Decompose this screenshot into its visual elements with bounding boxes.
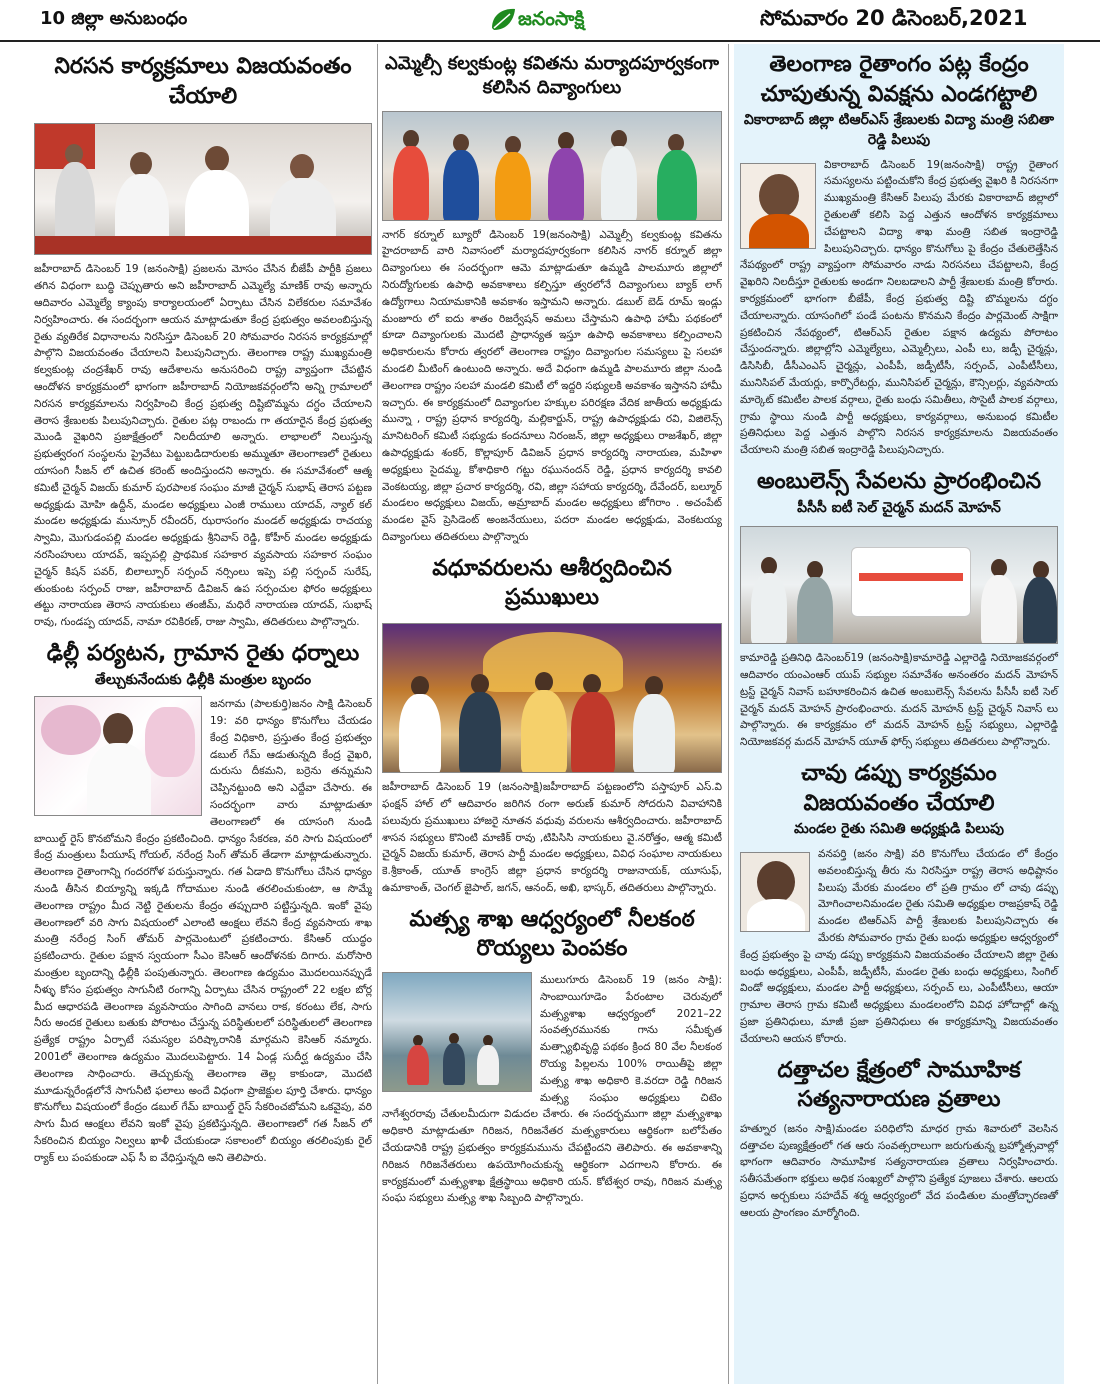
article-5-photo: [382, 972, 532, 1092]
column-left: [34, 44, 372, 1384]
article-6-subhead: వికారాబాద్ జిల్లా టిఆర్ఎస్ శ్రేణులకు విద్యా మంత్రి సబితా రెడ్డి పిలుపు: [743, 112, 1055, 148]
newspaper-logo: [488, 4, 633, 36]
article-7-body: కామారెడ్డి ప్రతినిధి డిసెంబర్19 (జనంసాక్షి)కామారెడ్డి ఎల్లారెడ్డి నియోజకవర్గంలో ఆదివారం యంఎంఆర్ యుప్ సభ్యుల సమావేశం అనంతరం మదన్ మోహన్ ట్రస్ట్ చైర్మన్ నివాస్ బహూకరించిన ఉచిత అంబులెన్స్ సేవలను పీసీసీ ఐటీ సెల్ చైర్మన్ మదన్ మోహన్ ప్రారంభించారు. మదన్ మోహన్ ట్రస్ట్ చైర్మన్ నివాస్ లు పాల్గొన్నారు. ఈ కార్యక్రమం లో మదన్ మోహన్ ట్రస్ట్ సభ్యులు, ఎల్లారెడ్డి నియోజకవర్గ మదన్ మోహన్ యూత్ ఫోర్స్ సభ్యులు తదితరులు పాల్గొన్నారు.: [740, 652, 1058, 749]
logo-text: జనంసాక్షి: [518, 8, 585, 30]
article-1-body: జహీరాబాద్ డిసెంబర్ 19 (జనంసాక్షి) ప్రజలను మోసం చేసిన బీజేపీ పార్టీకి ప్రజలు తగిన విధంగా బుద్ధి చెప్పుతారు అని జహీరాబాద్ ఎమ్మెల్యే మాణిక్ రావు అన్నారు ఆదివారం ఎమ్మెల్యే క్యాంపు కార్యాలయంలో ఏర్పాటు చేసిన విలేకరుల సమావేశం నిర్వహించారు. ఈ సందర్భంగా ఆయన మాట్లాడుతూ కేంద్ర ప్రభుత్వం అవలంబిస్తున్న రైతు వ్యతిరేక విధానాలను నిరసిస్తూ డిసెంబర్ 20 సోమవారం నిరసన కార్యక్రమాల్లో పాల్గొని విజయవంతం చేయాలని పిలుపునిచ్చారు. తెలంగాణ రాష్ట్ర ముఖ్యమంత్రి కల్వకుంట్ల చంద్రశేఖర్ రావు ఆదేశాలను అనుసరించి రాష్ట్ర వ్యాప్తంగా చేపట్టిన ఆందోళన కార్యక్రమంలో భాగంగా జహీరాబాద్ నియోజకవర్గంలోని అన్ని గ్రామాలలో నిరసన కార్యక్రమాలను నిర్వహించి కేంద్ర ప్రభుత్వ దిష్టిబొమ్మను దగ్ధం చేయాలని తెరాస శ్రేణులకు పిలుపునిచ్చారు. రైతుల పట్ల రాబందు గా తయారైన కేంద్ర ప్రభుత్వ మొండి వైఖరిని ప్రజాక్షేత్రంలో నిలదీయాలి అన్నారు. లాభాలలో నిలుస్తున్న ప్రభుత్వరంగ సంస్థలను ప్రైవేటు పెట్టుబడిదారులకు అమ్ముతూ తెలంగాణలో రైతులు యాసంగి సీజన్ లో ఉచిత కరెంట్ అందిస్తుందని అన్నారు. ఈ సమావేశంలో ఆత్మ కమిటీ చైర్మన్ విజయ్ కుమార్ పురపాలక సంఘం మాజీ చైర్మన్ సుభాష్ తెరాస పట్టణ అధ్యక్షుడు మోహి ఉద్దీన్, మండల అధ్యక్షులు ఎంజీ రాములు యాదవ్, న్యాల్ కల్ మండల అధ్యక్షుడు మున్సూర్ రవీందర్, ఝరాసంగం మండల్ అధ్యక్షుడు రాచయ్య స్వామి, మొగుడంపల్లి మండల అధ్యక్షుడు శ్రీనివాస్ రెడ్డి, కోహీర్ మండల అధ్యక్షుడు నరసింహులు యాదవ్, ఇప్పపల్లి ప్రాథమిక సహకార వ్యవసాయ సహకార సంఘం చైర్మన్ కిషన్ పవర్, బిలాల్పూర్ సర్పంచ్ నర్సింలు ఇప్పె పల్లి సర్పంచ్ సురేష్, తుంకుంట సర్పంచ్ రాజు, జహీరాబాద్ డివిజన్ ఉప సర్పంచుల ఫోరం అధ్యక్షులు తట్టు నారాయణ తెరాస నాయకులు తంజీమ్, మధిరే నారాయణ యాదవ్, సుభాష్ రావు, గుండప్ప యాదవ్, నామా రవికిరణ్, రాజు స్వామి, తదితరులు పాల్గొన్నారు.: [34, 263, 372, 629]
issue-date: సోమవారం 20 డిసెంబర్,2021: [760, 6, 1028, 30]
article-2-headline: ఢిల్లీ పర్యటన, గ్రామాన రైతు ధర్నాలు: [46, 640, 360, 666]
page-section-label: 10 జిల్లా అనుబంధం: [40, 8, 188, 29]
column-right: [734, 44, 1064, 1384]
article-6-headline: తెలంగాణ రైతాంగం పట్ల కేంద్రం చూపుతున్న వివక్షను ఎండగట్టాలి: [760, 52, 1038, 107]
article-5-headline: మత్స్య శాఖ ఆధ్వర్యంలో నీలకంఠ రొయ్యలు పెంపకం: [409, 906, 695, 962]
article-8-photo: [740, 852, 810, 932]
logo-leaf-icon: [488, 6, 518, 34]
article-8-body: వనపర్తి (జనం సాక్షి) వరి కొనుగోలు చేయడం లో కేంద్రం అవలంబిస్తున్న తీరు ను నిరసిస్తూ రాష్ట్ర తెరాస అధిష్టానం పిలుపు మేరకు మండలం లో ప్రతి గ్రామం లో చావు డప్పు మోగించాలనిమండల రైతు సమితి అధ్యక్షుల రాజప్రకాష్ రెడ్డి మండల టిఆర్ఎస్ పార్టీ శ్రేణులకు పిలుపునిచ్చారు ఈ మేరకు సోమవారం గ్రామ రైతు బంధు అధ్యక్షుల ఆధ్వర్యంలో కేంద్ర ప్రభుత్వం పై చావు డప్పు కార్యక్రమని విజయవంతం చేయాలని జిల్లా రైతు బంధు అధ్యక్షులు, ఎంపీపీ, జడ్పీటీసీ, మండల రైతు బంధు అధ్యక్షులు, సింగిల్ విండో అధ్యక్షులు, మండల పార్టీ అధ్యక్షులు, సర్పంచ్ లు, ఎంపీటీసీలు, ఆయా గ్రామాల తెరాస గ్రామ కమిటీ అధ్యక్షులు మండలంలోని వివిధ హోదాల్లో ఉన్న ప్రజా ప్రతినిధులు, మాజీ ప్రజా ప్రతినిధులు ఈ కార్యక్రమాన్ని విజయవంతం చేయాలని ఆయన కోరారు.: [740, 847, 1058, 1045]
article-2-subhead: తేల్చుకునేందుకు ఢిల్లీకి మంత్రుల బృందం: [94, 671, 312, 688]
article-7-subhead: పీసీసీ ఐటీ సెల్ చైర్మన్ మదన్ మోహన్: [797, 499, 1001, 516]
article-9-body: హత్నూర (జనం సాక్షి)మండల పరిధిలోని మాధర గ్రామ శివారులో వెలసిన దత్తాచల పుణ్యక్షేత్రంలో గత ఆరు సంవత్సరాలుగా జరుగుతున్న బ్రహ్మోత్సవాల్లో భాగంగా ఆదివారం సామూహిక సత్యనారాయణ వ్రతాలు నిర్వహించారు. సతీసమేతంగా భక్తులు అధిక సంఖ్యలో పాల్గొని ప్రత్యేక పూజలు చేశారు. ఆలయ ప్రధాన అర్చకులు సహదేవ్ శర్మ ఆధ్వర్యంలో వేద పండితుల మంత్రోచ్ఛారణతో ఆలయ ప్రాంగణం మార్మోగింది.: [740, 1122, 1058, 1219]
column-divider: [377, 44, 378, 1384]
article-7-photo: [740, 526, 1058, 644]
column-middle: [382, 44, 722, 1384]
article-2-body: జనగామ (పాలకుర్తి)జనం సాక్షి డిసెంబర్ 19: వరి ధాన్యం కొనుగోలు చేయడం కేంద్ర విధికారి, ప్రస్తుతం కేంద్ర ప్రభుత్వం డబుల్ గేమ్ ఆడుతున్నది కేంద్ర వైఖరి, దురుసు దీకమని, బర్రెను తన్నుమని చెప్పినట్టుంది అని ఎద్దేవా చేసారు. ఈ సందర్భంగా వారు మాట్లాడుతూ తెలంగాణలో ఈ యాసంగి నుండి బాయిల్డ్ రైస్ కొనబోమని కేంద్రం ప్రకటించింది. ధాన్యం సేకరణ, వరి సాగు విషయంలో కేంద్ర మంత్రులు పీయూష్ గోయల్, నరేంద్ర సింగ్ తోమర్ తేడాగా మాట్లాడుతున్నారు. తెలంగాణ రైతాంగాన్ని గందరగోళ పరుస్తున్నారు. గత ఏడాది కొనుగోలు చేసిన ధాన్యం నుండి తీసిన బియ్యాన్ని ఇక్కడి గోదాముల నుండి తరలించుకుంటా, ఆ సొమ్మే తెలంగాణ రాష్ట్రం మీద నెట్టి రైతులను కేంద్రం తప్పుదారి పట్టిస్తున్నది. ఇంకో వైపు తెలంగాణలో వరి సాగు విషయంలో ఎలాంటి ఆంక్షలు లేవని కేంద్ర వ్యవసాయ శాఖ మంత్రి నరేంద్ర సింగ్ తోమర్ పార్లమెంటులో ప్రకటించారు. కేసిఆర్ యుద్ధం ప్రకటించారు. రైతుల పక్షాన స్వయంగా సీఎం కెసిఆర్ ఆందోళనకు దిగారు. మరోసారి మంత్రుల బృందాన్ని ఢిల్లీకి పంపుతున్నారు. తెలంగాణ ఉద్యమం మొదలయినప్పుడే నీళ్ళు కోసం ప్రభుత్వం సాగునీటి రంగాన్ని ఏర్పాటు చేసిన రాష్ట్రంలో 22 లక్షల బోర్ల మీద ఆధారపడి తెలంగాణ వ్యవసాయం సాగింది వానలు రాక, కరంటు లేక, సాగు నీరు అందక రైతులు బతుకు పోరాటం చేస్తున్న పరిస్థితులలో పరిస్థితులలో తెలంగాణ ప్రత్యేక రాష్ట్రం ఏర్పాటే సమస్యల పరిష్కారానికి మార్గమని కెసిఆర్ నమ్మారు. 2001లో తెలంగాణ ఉద్యమం మొదలుపెట్టారు. 14 ఏండ్ల సుదీర్ఘ ఉద్యమం చేసి తెలంగాణ సాధించారు. తెచ్చుకున్న తెలంగాణ తెల్ల కాకుండా, మొదటి మూడున్నరేండ్లలోనే సాగునీటి ఫలాలు అందే విధంగా ప్రాజెక్టుల పూర్తి చేశారు. ధాన్యం కొనుగోలు విషయంలో కేంద్రం డబుల్ గేమ్ బాయిల్డ్ రైస్ సేకరించబోమని ఒకవైపు, వరి సాగు మీద ఆంక్షలు లేవని ఇంకో వైపు ప్రకటిస్తున్నది. తెలంగాణలో గత సీజన్ లో సేకరించిన బియ్యం నిల్వలు ఖాళీ చేయకుండా సకాలంలో బియ్యం తరలింపుకు రైల్ ర్యాక్ లు పంపకుండా ఎఫ్ సీ ఐ వేధిస్తున్నది అని తెలిపారు.: [34, 698, 372, 1164]
article-4-body: జహీరాబాద్ డిసెంబర్ 19 (జనంసాక్షి)జహీరాబాద్ పట్టణంలోని పస్తాపూర్ ఎస్.వి ఫంక్షన్ హాల్ లో ఆదివారం జరిగిన రంగా అరుణ్ కుమార్ సోదరుని వివాహానికి పలువురు ప్రముఖులు హాజరై నూతన వధువు వరులను ఆశీర్వదించారు. జహీరాబాద్ శాసన సభ్యులు కొనింటి మాణిక్ రావు ,టిపిసిసి నాయకులు వై.నరోత్తం, ఆత్మ కమిటీ చైర్మన్ విజయ్ కుమార్, తెరాస పార్టీ మండల అధ్యక్షులు, వివిధ సంఘాల నాయకులు కె.శ్రీకాంత్, యూత్ కాంగ్రెస్ జిల్లా ప్రధాన కార్యదర్శి రాజునాయక్, యూసుఫ్, ఉమాకాంత్, చెంగల్ జైపాల్, జగన్, ఆనంద్, అఖి, భాస్కర్, తదితరులు పాల్గొన్నారు.: [382, 781, 722, 894]
article-1-headline: నిరసన కార్యక్రమాలు విజయవంతం చేయాలి: [54, 54, 352, 109]
article-4-headline: వధూవరులను ఆశీర్వదించిన ప్రముఖులు: [432, 555, 672, 611]
masthead: [0, 0, 1100, 42]
article-1-photo: [34, 123, 372, 255]
article-3-headline: ఎమ్మెల్సీ కల్వకుంట్ల కవితను మర్యాదపూర్వకంగా కలిసిన దివ్యాంగులు: [385, 53, 719, 99]
article-8-subhead: మండల రైతు సమితి అధ్యక్షుడి పిలుపు: [794, 821, 1004, 838]
article-3-body: నాగర్ కర్నూల్ బ్యూరో డిసెంబర్ 19(జనంసాక్షి) ఎమ్మెల్సీ కల్వకుంట్ల కవితను హైదరాబాద్ వారి నివాసంలో మర్యాదపూర్వకంగా కలిసిన నాగర్ కర్నూల్ జిల్లా దివ్యాంగులు ఈ సందర్భంగా ఆమె మాట్లాడుతూ ఉమ్మడి పాలమూరు జిల్లాలో నిరుద్యోగులకు ఉపాధి అవకాశాలు కల్పిస్తూ త్వరలోనే దివ్యాంగులు బ్యాక్ లాగ్ ఉద్యోగాలు నియామకానికి అవకాశం ఇస్తామని అన్నారు. డబుల్ బెడ్ రూమ్ ఇండ్లు మంజూరు లో ఐదు శాతం రిజర్వేషన్ అమలు చేస్తామని ఉపాధి హామీ పథకంలో కూడా దివ్యాంగులకు మొదటి ప్రాధాన్యత ఇస్తూ ఉపాధి అవకాశాలు కల్పించాలని అధికారులను కోరారు త్వరలో తెలంగాణ రాష్ట్రం దివ్యాంగుల సమస్యలు పై సలహా మండలి మీటింగ్ ఉంటుంది అన్నారు. అదే విధంగా ఉమ్మడి పాలమూరు జిల్లా నుండి తెలంగాణ రాష్ట్రం సలహా మండలి కమిటీ లో ఇద్దరి సభ్యులకి అవకాశం ఇస్తానని హామీ ఇచ్చారు. ఈ కార్యక్రమంలో దివ్యాంగుల హక్కుల పరిరక్షణ వేదిక జాతీయ అధ్యక్షుడు మున్నా , రాష్ట్ర ప్రధాన కార్యదర్శి, మల్లికార్జున్, రాష్ట్ర ఉపాధ్యక్షుడు రవి, విజిలెన్స్ మానిటరింగ్ కమిటీ సభ్యుడు కందనూలు నిరంజన్, జిల్లా అధ్యక్షులు రాజశేఖర్, జిల్లా ఉపాధ్యక్షుడు శంకర్, కొల్లాపూర్ డివిజన్ ప్రధాన కార్యదర్శి నారాయణ, మహిళా అధ్యక్షులు సైదమ్మ, కోశాధికారి గట్టు రఘునందన్ రెడ్డి, ప్రధాన కార్యదర్శి కావలి వెంకటయ్య, జిల్లా ప్రచార కార్యదర్శి, రవి, జిల్లా సహాయ కార్యదర్శి, దేవేందర్, బల్మూర్ మండలం అధ్యక్షులు విజయ్, అమ్రాబాద్ మండల అధ్యక్షులు జోగిరాం . అచంపేట్ మండల వైస్ ప్రెసిడెంట్ అంజనేయులు, పదరా మండల అధ్యక్షుడు, వెంకటయ్య దివ్యాంగులు తదితరులు పాల్గొన్నారు: [382, 228, 722, 543]
article-8-headline: చావు డప్పు కార్యక్రమం విజయవంతం చేయాలి: [801, 760, 997, 816]
article-7-headline: అంబులెన్స్ సేవలను ప్రారంభించిన: [756, 468, 1042, 494]
article-4-photo: [382, 623, 722, 773]
article-5-body: ములుగూరు డిసెంబర్ 19 (జనం సాక్షి): సాంబాయిగూడెం పేరంటాల చెరువులో మత్స్యశాఖ ఆధ్వర్యంలో 2021–22 సంవత్సరమునకు గాను సమీకృత మత్స్యాభివృద్ధి పథకం క్రింద 80 వేల నీలకంఠ రొయ్య పిల్లలను 100% రాయితీపై జిల్లా మత్స్య శాఖ అధికారి కె.వరదా రెడ్డి గిరిజన మత్స్య సంఘం అధ్యక్షులు చిటెం నాగేశ్వరరావు చేతులమీదుగా విడుదల చేశారు. ఈ సందర్భముగా జిల్లా మత్స్యశాఖ అధికారి మాట్లాడుతూ గిరిజన, గిరిజనేతర మత్స్యకారులు ఆర్థికంగా బలోపేతం చేయడానికి రాష్ట్ర ప్రభుత్వం కార్యక్రమమును చేపట్టిందని తెలిపారు. ఈ అవకాశాన్ని గిరిజన గిరిజనేతరులు ఉపయోగించుకున్న ఆర్థికంగా ఎదగాలని కోరారు. ఈ కార్యక్రమంలో మత్స్యశాఖ క్షేత్రస్థాయి అధికారి యన్. కోటేశ్వర రావు, గిరిజన మత్స్య సంఘ సభ్యులు మత్స్య శాఖ సిబ్బంది పాల్గొన్నారు.: [382, 974, 722, 1205]
column-divider: [728, 44, 729, 1384]
article-9-headline: దత్తాచల క్షేత్రంలో సామూహిక సత్యనారాయణ వ్రతాలు: [777, 1057, 1021, 1113]
article-6-body: వికారాబాద్ డిసెంబర్ 19(జనంసాక్షి) రాష్ట్ర రైతాంగ సమస్యలను పట్టించుకోని కేంద్ర ప్రభుత్వ వైఖరి కి నిరసనగా ముఖ్యమంత్రి కేసిఆర్ పిలుపు మేరకు వికారాబాద్ జిల్లాలో రైతులతో కలిసి పెద్ద ఎత్తున ఆందోళన కార్యక్రమాలు చేపట్టాలని విద్యా శాఖ మంత్రి సబిత ఇంద్రారెడ్డి పిలుపునిచ్చారు. ధాన్యం కొనుగోలు పై కేంద్రం చేతులెత్తేసిన నేపథ్యంలో రాష్ట్ర వ్యాప్తంగా సోమవారం నాడు నిరసనలు చేపట్టాలని, కేంద్ర వైఖరిని నిలదీస్తూ రైతులకు అండగా నిలబడాలని పార్టీ శ్రేణులకు మంత్రి కోరారు. కార్యక్రమంలో భాగంగా బీజేపీ, కేంద్ర ప్రభుత్వ దిష్టి బొమ్మలను దగ్ధం చేయాలన్నారు. యాసంగిలో పండే పంటను కొనమని కేంద్రం పార్లమెంట్ సాక్షిగా ప్రకటించిన నేపథ్యంలో, టిఆర్ఎస్ రైతుల పక్షాన ఉద్యమ పోరాటం చేస్తుందన్నారు. జిల్లాల్లోని ఎమ్మెల్యేలు, ఎమ్మెల్సీలు, ఎంపీ లు, జడ్పీ చైర్మన్లు, డిసిసిబీ, డీసీఎంఎస్ చైర్మన్లు, ఎంపీపీ, జడ్పీటీసీ, సర్పంచ్, ఎంపీటీసీలు, మునిసిపల్ మేయర్లు, కార్పొరేటర్లు, మునిసిపల్ చైర్మన్లు, కౌన్సిలర్లు, వ్యవసాయ మార్కెట్ కమిటీల పాలక వర్గాలు, రైతు బంధు సమితీలు, సొసైటీ పాలక వర్గాలు, గ్రామ స్థాయి నుండి పార్టీ అధ్యక్షులు, కార్యవర్గాలు, అనుబంధ కమిటీల ప్రతినిధులు పెద్ద ఎత్తున పాల్గొని నిరసన కార్యక్రమాలను విజయవంతం చేయాలని మంత్రి సబిత ఇంద్రారెడ్డి పిలుపునిచ్చారు.: [740, 158, 1058, 457]
article-6-photo: [740, 163, 816, 249]
article-3-photo: [382, 111, 722, 221]
article-2-photo: [34, 696, 202, 816]
